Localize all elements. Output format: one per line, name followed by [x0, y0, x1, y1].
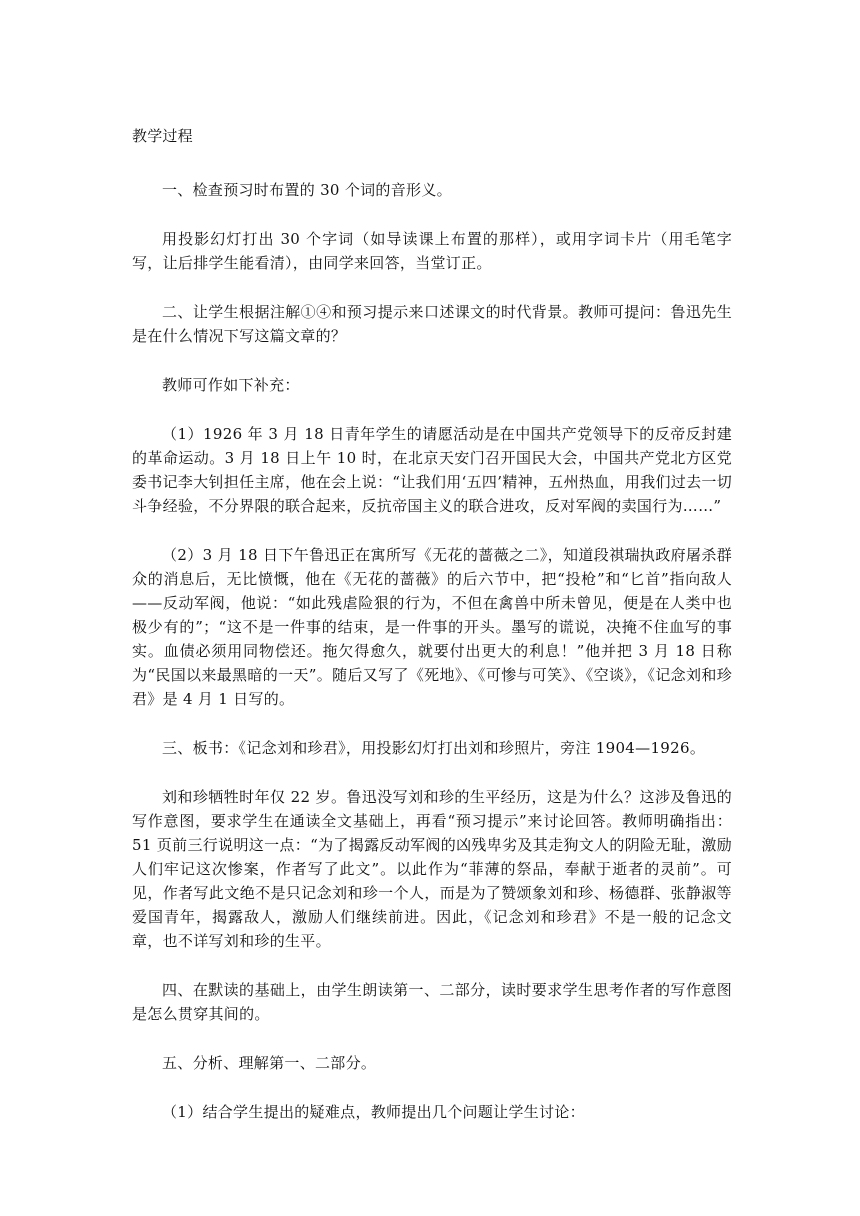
paragraph-item-2: （2）3 月 18 日下午鲁迅正在寓所写《无花的蔷薇之二》，知道段祺瑞执政府屠杀群众的消息后，无比愤慨，他在《无花的蔷薇》的后六节中，把“投枪”和“匕首”指向敌人——反动军阀，他说：“如此残虐险狠的行为，不但在禽兽中所未曾见，便是在人类中也极少有的”；“这不是一件事的结束，是一件事的开头。墨写的谎说，决掩不住血写的事实。血债必须用同物偿还。拖欠得愈久，就要付出更大的利息！”他并把 3 月 18 日称为“民国以来最黑暗的一天”。随后又写了《死地》、《可惨与可笑》、《空谈》，《记念刘和珍君》是 4 月 1 日写的。 [132, 546, 732, 708]
paragraph-section-2: 二、让学生根据注解①④和预习提示来口述课文的时代背景。教师可提问：鲁迅先生是在什么情况下写这篇文章的？ [132, 303, 732, 345]
paragraph-item-1: （1）1926 年 3 月 18 日青年学生的请愿活动是在中国共产党领导下的反帝反封建的革命运动。3 月 18 日上午 10 时，在北京天安门召开国民大会，中国共产党北方区党委书记李大钊担任主席，他在会上说：“让我们用‘五四’精神，五州热血，用我们过去一切斗争经验，不分界限的联合起来，反抗帝国主义的联合进攻，反对军阀的卖国行为……” [132, 425, 732, 515]
document-title: 教学过程 [132, 127, 193, 145]
paragraph-section-1: 一、检查预习时布置的 30 个词的音形义。 [162, 181, 452, 199]
paragraph-section-4: 四、在默读的基础上，由学生朗读第一、二部分，读时要求学生思考作者的写作意图是怎么贯穿其间的。 [132, 981, 732, 1023]
document-body [132, 124, 732, 1149]
paragraph-teacher-supplement: 教师可作如下补充： [162, 376, 300, 394]
paragraph-projection-instructions: 用投影幻灯打出 30 个字词（如导读课上布置的那样），或用字词卡片（用毛笔字写，让后排学生能看清），由同学来回答，当堂订正。 [132, 230, 732, 272]
paragraph-discussion-item-1: （1）结合学生提出的疑难点，教师提出几个问题让学生讨论： [162, 1103, 585, 1121]
paragraph-liu-hezhen: 刘和珍牺牲时年仅 22 岁。鲁迅没写刘和珍的生平经历，这是为什么？这涉及鲁迅的写作意图，要求学生在通读全文基础上，再看“预习提示”来讨论回答。教师明确指出：51 页前三行说明这一点：“为了揭露反动军阀的凶残卑劣及其走狗文人的阴险无耻，激励人们牢记这次惨案，作者写了此文”。以此作为“菲薄的祭品，奉献于逝者的灵前”。可见，作者写此文绝不是只记念刘和珍一个人，而是为了赞颂象刘和珍、杨德群、张静淑等爱国青年，揭露敌人，激励人们继续前进。因此，《记念刘和珍君》不是一般的记念文章，也不详写刘和珍的生平。 [132, 788, 732, 950]
paragraph-section-3: 三、板书：《记念刘和珍君》，用投影幻灯打出刘和珍照片，旁注 1904—1926。 [162, 739, 706, 757]
paragraph-section-5: 五、分析、理解第一、二部分。 [162, 1054, 377, 1072]
